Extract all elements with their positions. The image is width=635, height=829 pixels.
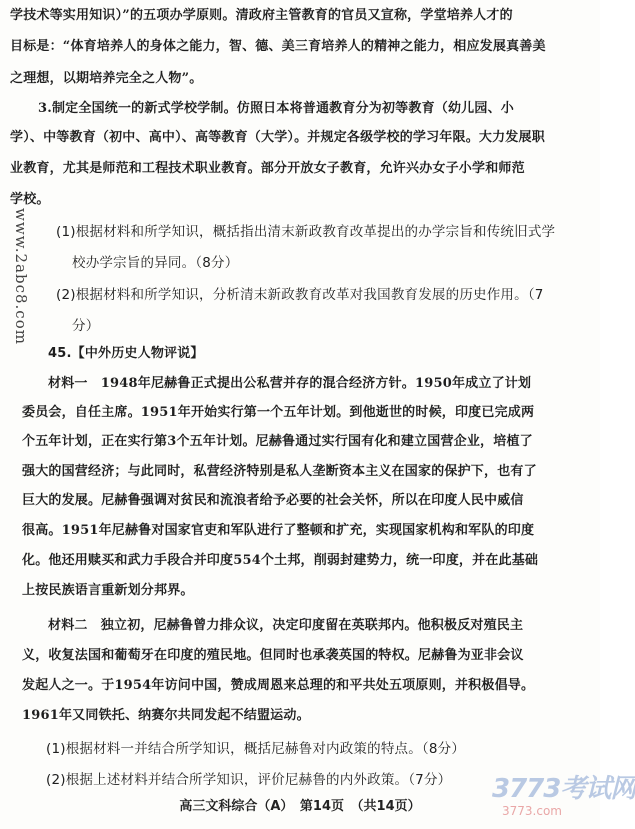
text-line-6: 业教育，尤其是师范和工程技术职业教育。部分开放女子教育，允许兴办女子小学和师范	[10, 161, 525, 176]
material-2-line-4: 1961年又同铁托、纳赛尔共同发起不结盟运动。	[22, 708, 310, 723]
question-45-1: (1)根据材料一并结合所学知识，概括尼赫鲁对内政策的特点。（8分）	[46, 741, 466, 757]
material-1-line-2: 委员会，自任主席。1951年开始实行第一个五年计划。到他逝世的时候，印度已完成两	[22, 405, 535, 420]
site-logo-main: 3773考试网	[492, 774, 635, 804]
side-watermark: www.2abc8.com	[12, 208, 30, 345]
material-1-line-5: 巨大的发展。尼赫鲁强调对贫民和流浪者给予必要的社会关怀，所以在印度人民中威信	[22, 493, 524, 508]
section-heading: 45.【中外历史人物评说】	[48, 346, 204, 361]
page-footer: 高三文科综合（A） 第14页 （共14页）	[179, 799, 421, 814]
material-1-line-3: 个五年计划，正在实行第3个五年计划。尼赫鲁通过实行国有化和建立国营企业，培植了	[22, 434, 533, 449]
text-line-2: 目标是：“体育培养人的身体之能力，智、德、美三育培养人的精神之能力，相应发展真善美	[10, 39, 546, 54]
text-line-1: 学技术等实用知识）”的五项办学原则。清政府主管教育的官员又宣称，学堂培养人才的	[10, 8, 513, 23]
material-1-line-7: 化。他还用赎买和武力手段合并印度554个土邦，削弱封建势力，统一印度，并在此基础	[22, 553, 539, 568]
material-1-line-4: 强大的国营经济；与此同时，私营经济特别是私人垄断资本主义在国家的保护下，也有了	[22, 464, 537, 479]
question-1-line-1: (1)根据材料和所学知识，概括指出清末新政教育改革提出的办学宗旨和传统旧式学	[56, 224, 556, 240]
material-1-line-6: 很高。1951年尼赫鲁对国家官吏和军队进行了整顿和扩充，实现国家机构和军队的印度	[22, 523, 535, 538]
question-45-2: (2)根据上述材料并结合所学知识，评价尼赫鲁的内外政策。（7分）	[46, 772, 452, 788]
question-2-line-2: 分）	[72, 318, 100, 334]
material-1-line-1: 材料一 1948年尼赫鲁正式提出公私营并存的混合经济方针。1950年成立了计划	[48, 376, 532, 391]
material-1-line-8: 上按民族语言重新划分邦界。	[22, 583, 194, 598]
text-line-4: 3.制定全国统一的新式学校学制。仿照日本将普通教育分为初等教育（幼儿园、小	[38, 101, 514, 116]
text-line-7: 学校。	[10, 192, 50, 207]
question-1-line-2: 校办学宗旨的异同。（8分）	[72, 255, 239, 271]
material-2-line-1: 材料二 独立初，尼赫鲁曾力排众议，决定印度留在英联邦内。他积极反对殖民主	[48, 618, 524, 633]
site-logo	[492, 768, 635, 824]
text-line-3: 之理想，以期培养完全之人物”。	[10, 71, 203, 86]
question-2-line-1: (2)根据材料和所学知识，分析清末新政教育改革对我国教育发展的历史作用。（7	[56, 287, 544, 303]
site-logo-sub: 3773.com	[502, 804, 562, 818]
material-2-line-3: 发起人之一。于1954年访问中国，赞成周恩来总理的和平共处五项原则，并积极倡导。	[22, 678, 535, 693]
material-2-line-2: 义，收复法国和葡萄牙在印度的殖民地。但同时也承袭英国的特权。尼赫鲁为亚非会议	[22, 648, 524, 663]
text-line-5: 学）、中等教育（初中、高中）、高等教育（大学）。并规定各级学校的学习年限。大力发展职	[10, 130, 545, 145]
